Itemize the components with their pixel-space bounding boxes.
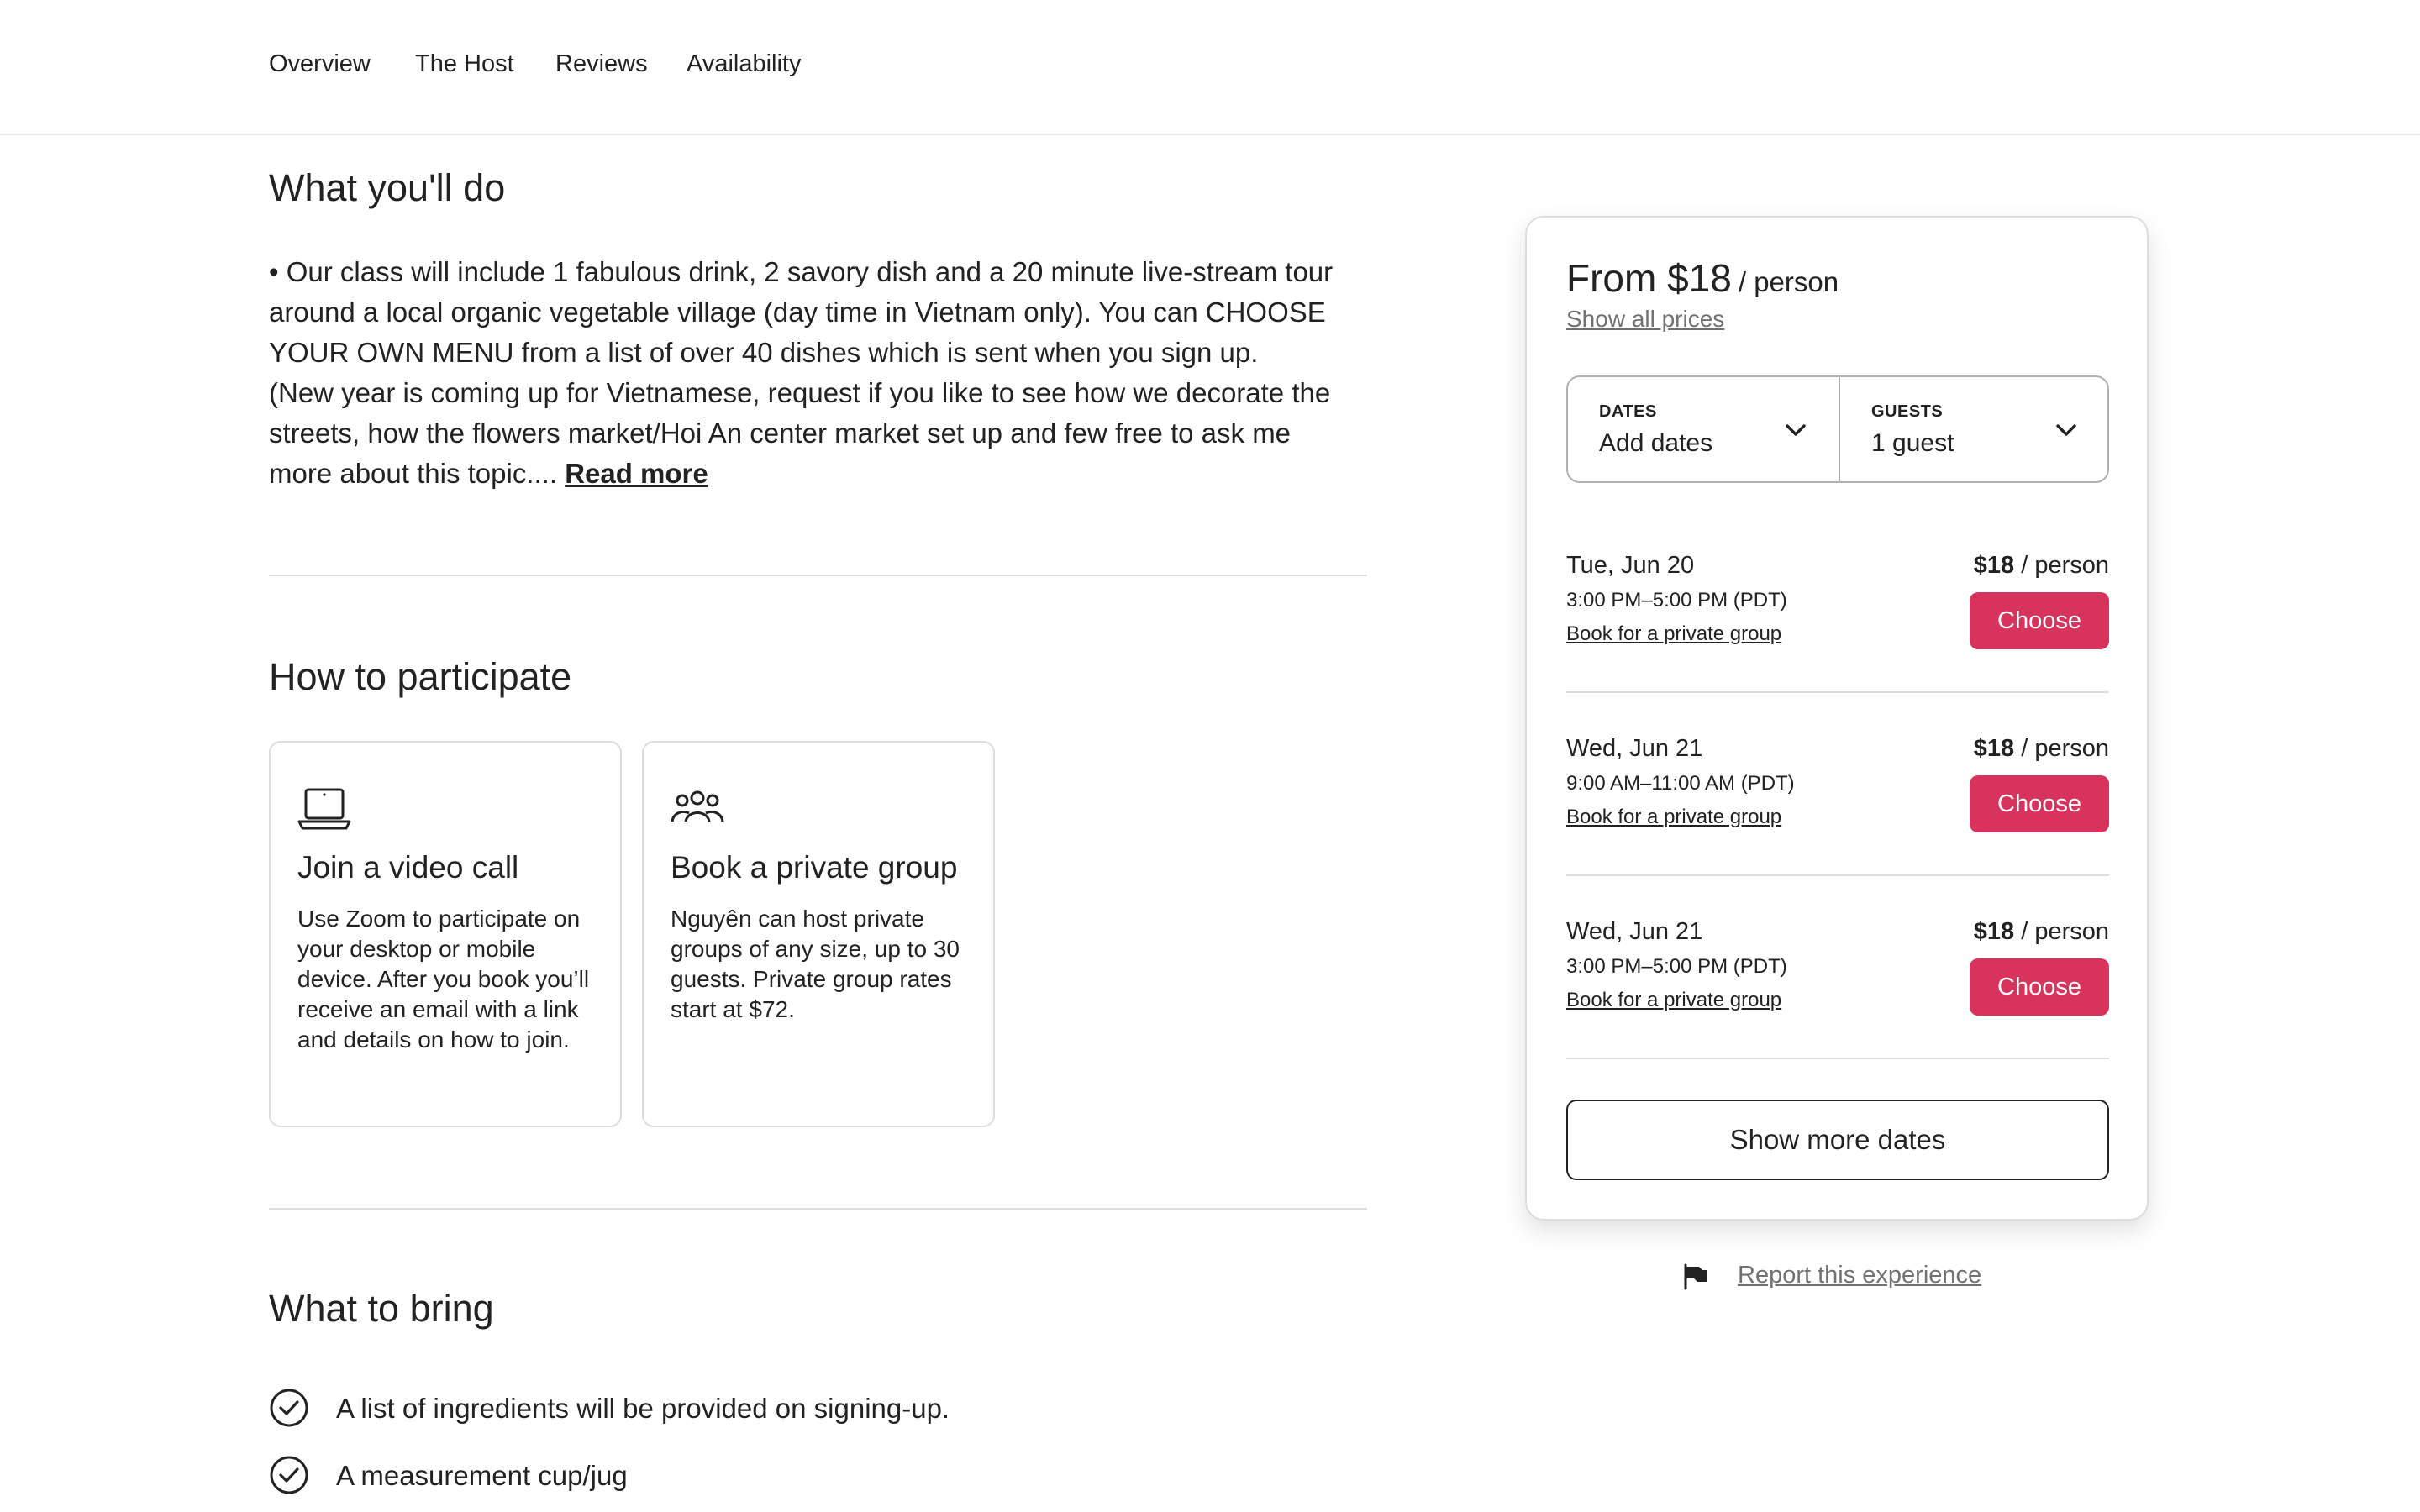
slot-date: Wed, Jun 21 [1566, 918, 1703, 945]
video-call-card [269, 741, 622, 1127]
section-divider [269, 575, 1367, 576]
date-slot [1566, 552, 2109, 703]
chevron-down-icon [2054, 417, 2079, 443]
slot-price [1974, 552, 2109, 580]
description-line: (New year is coming up for Vietnamese, request if you like to see how we decorate the [269, 377, 1331, 408]
private-group-card [642, 741, 995, 1127]
slot-time: 3:00 PM–5:00 PM (PDT) [1566, 589, 1787, 612]
slot-price-unit: / person [2021, 552, 2109, 579]
price-from: From $18 [1566, 256, 1732, 300]
slot-price-amount: $18 [1973, 735, 2015, 762]
description-last-text: more about this topic.... [269, 458, 558, 489]
slot-price-unit: / person [2021, 735, 2109, 762]
description-line-last [269, 454, 1378, 494]
section-nav [0, 0, 2420, 135]
date-slot [1566, 735, 2109, 886]
price-summary [1566, 255, 1839, 301]
slot-divider [1566, 691, 2109, 693]
show-more-dates-button[interactable]: Show more dates [1566, 1100, 2109, 1180]
slot-price [1974, 918, 2109, 946]
book-private-group-link[interactable]: Book for a private group [1566, 806, 1782, 828]
book-private-group-link[interactable]: Book for a private group [1566, 622, 1782, 645]
card-body: Use Zoom to participate on your desktop or mobile device. After you book you’ll receive an email with a link and details on how to join. [297, 906, 590, 1053]
slot-time: 9:00 AM–11:00 AM (PDT) [1566, 772, 1795, 795]
slot-price-unit: / person [2021, 918, 2109, 945]
what-to-bring-heading: What to bring [269, 1287, 494, 1330]
group-icon [671, 786, 724, 833]
description-line: YOUR OWN MENU from a list of over 40 dishes which is sent when you sign up. [269, 337, 1259, 368]
slot-date: Tue, Jun 20 [1566, 552, 1695, 579]
dates-value: Add dates [1599, 429, 1713, 457]
tab-availability[interactable]: Availability [687, 50, 802, 77]
slot-time: 3:00 PM–5:00 PM (PDT) [1566, 955, 1787, 978]
checkmark-circle-icon [269, 1455, 309, 1495]
per-person-label: / person [1738, 266, 1839, 297]
slot-divider [1566, 874, 2109, 876]
slot-date: Wed, Jun 21 [1566, 735, 1703, 762]
slot-divider [1566, 1058, 2109, 1059]
report-experience-link[interactable]: Report this experience [1738, 1262, 1982, 1289]
experience-description [269, 252, 1378, 494]
dates-picker[interactable] [1568, 377, 1839, 481]
tab-overview[interactable]: Overview [269, 50, 371, 77]
guests-picker[interactable] [1839, 377, 2109, 481]
laptop-icon [297, 786, 351, 833]
card-title: Join a video call [297, 850, 519, 885]
description-line: streets, how the flowers market/Hoi An center market set up and few free to ask me [269, 417, 1292, 449]
section-divider [269, 1208, 1367, 1210]
bring-item-text: A measurement cup/jug [336, 1460, 628, 1491]
choose-button[interactable]: Choose [1970, 592, 2109, 649]
card-title: Book a private group [671, 850, 958, 885]
slot-price-amount: $18 [1973, 552, 2015, 579]
what-youll-do-heading: What you'll do [269, 166, 506, 209]
date-slot [1566, 918, 2109, 1069]
tab-the-host[interactable]: The Host [415, 50, 514, 77]
guests-value: 1 guest [1871, 429, 1954, 457]
bring-item-text: A list of ingredients will be provided on signing-up. [336, 1393, 950, 1424]
show-all-prices-link[interactable]: Show all prices [1566, 306, 1725, 332]
tab-reviews[interactable]: Reviews [555, 50, 648, 77]
description-line: • Our class will include 1 fabulous drink, 2 savory dish and a 20 minute live-stream tour [269, 256, 1334, 287]
chevron-down-icon [1783, 417, 1808, 443]
slot-price-amount: $18 [1973, 918, 2015, 945]
card-body: Nguyên can host private groups of any size, up to 30 guests. Private group rates start at $72. [671, 906, 960, 1022]
dates-label: DATES [1599, 402, 1657, 421]
guests-label: GUESTS [1871, 402, 1944, 421]
choose-button[interactable]: Choose [1970, 775, 2109, 832]
description-line: around a local organic vegetable village (day time in Vietnam only). You can CHOOSE [269, 297, 1326, 328]
flag-icon [1682, 1263, 1709, 1290]
checkmark-circle-icon [269, 1388, 309, 1428]
slot-price [1974, 735, 2109, 763]
book-private-group-link[interactable]: Book for a private group [1566, 989, 1782, 1011]
read-more-link[interactable]: Read more [565, 458, 708, 489]
date-guest-picker [1566, 375, 2109, 483]
how-to-participate-heading: How to participate [269, 655, 572, 698]
booking-panel [1525, 216, 2149, 1221]
choose-button[interactable]: Choose [1970, 958, 2109, 1016]
